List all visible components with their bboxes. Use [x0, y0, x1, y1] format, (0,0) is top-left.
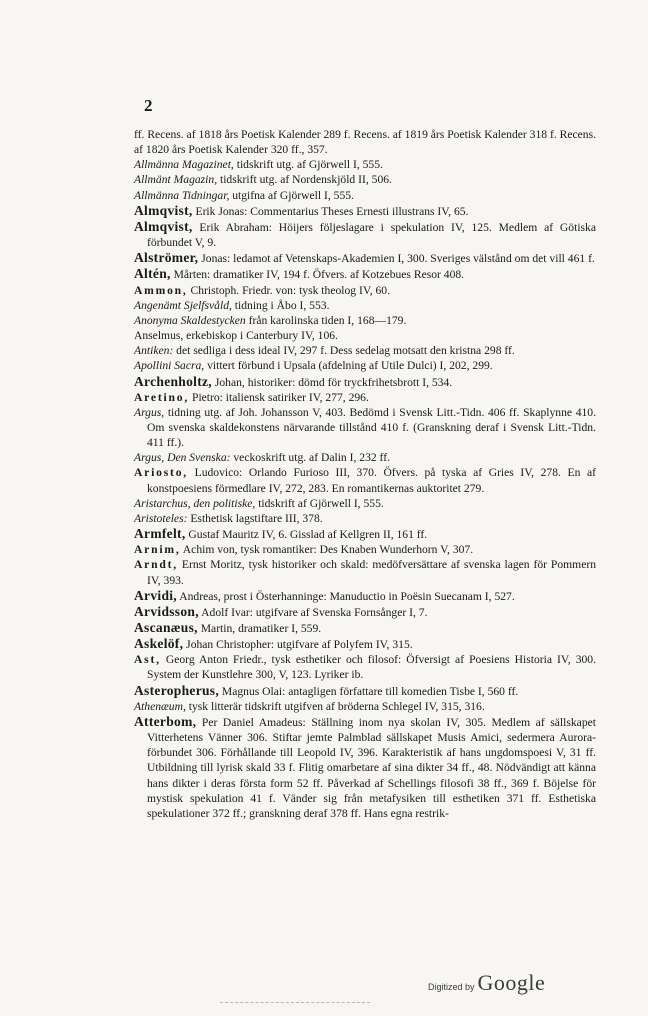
- index-entry: [134, 511, 596, 526]
- index-entry: [134, 557, 596, 587]
- index-entry: [134, 604, 596, 620]
- entry-heading: Anselmus,: [134, 329, 184, 343]
- entry-heading: Allmänt Magazin,: [134, 173, 218, 187]
- index-entry: [134, 496, 596, 511]
- index-entry: [134, 188, 596, 203]
- entry-heading: Asteropherus,: [134, 682, 220, 698]
- entry-heading: Angenämt Sjelfsvåld,: [134, 298, 232, 312]
- index-entry: [134, 620, 596, 636]
- index-entry: [134, 405, 596, 450]
- entry-heading: Altén,: [134, 266, 171, 282]
- entry-text: tysk litterär tidskrift utgifven af bröderna Schlegel IV, 315, 316.: [185, 699, 485, 713]
- entry-heading: Alströmer,: [134, 250, 199, 266]
- entry-text: ff. Recens. af 1818 års Poetisk Kalender 289 f. Recens. af 1819 års Poetisk Kalender 318 f. Recens. af 1820 års Poetisk Kalender 320 ff., 357.: [134, 128, 596, 157]
- index-entry: [134, 172, 596, 187]
- index-entry: [134, 526, 596, 542]
- index-entry: [134, 450, 596, 465]
- index-entry: [134, 652, 596, 682]
- entry-text: tidskrift af Gjörwell I, 555.: [255, 496, 384, 510]
- entry-heading: Aristarchus, den politiske,: [134, 496, 256, 510]
- entry-heading: Arvidsson,: [134, 603, 199, 619]
- index-entries: [134, 127, 596, 821]
- entry-heading: Antiken:: [134, 344, 174, 358]
- entry-heading: Atterbom,: [134, 713, 197, 729]
- entry-text: vittert förbund i Upsala (afdelning af Utile Dulci) I, 202, 299.: [204, 359, 493, 373]
- index-entry: [134, 266, 596, 282]
- entry-heading: Aristoteles:: [134, 511, 188, 525]
- index-entry: [134, 683, 596, 699]
- index-entry: [134, 343, 596, 358]
- index-entry: [134, 219, 596, 250]
- index-entry: [134, 636, 596, 652]
- entry-text: Ludovico: Orlando Furioso III, 370. Öfvers. på tyska af Gries IV, 278. En af konstpoesiens förmedlare IV, 272, 283. En romantikernas auktoritet 279.: [147, 466, 596, 495]
- index-entry: [134, 465, 596, 495]
- index-entry: [134, 203, 596, 219]
- entry-heading: Ast,: [134, 653, 161, 667]
- index-entry: [134, 283, 596, 298]
- entry-text: Johan, historiker: dömd för tryckfrihetsbrott I, 534.: [211, 375, 453, 389]
- entry-heading: Ammon,: [134, 283, 188, 297]
- entry-text: veckoskrift utg. af Dalin I, 232 ff.: [230, 451, 390, 465]
- entry-heading: Anonyma Skaldestycken: [134, 313, 246, 327]
- index-entry: [134, 328, 596, 343]
- entry-text: det sedliga i dess ideal IV, 297 f. Dess sedelag motsatt den kristna 298 ff.: [173, 344, 515, 358]
- entry-heading: Argus, Den Svenska:: [134, 451, 231, 465]
- entry-heading: Arvidi,: [134, 587, 177, 603]
- index-entry: [134, 358, 596, 373]
- entry-heading: Athenæum,: [134, 699, 186, 713]
- index-entry: [134, 588, 596, 604]
- entry-text: Magnus Olai: antagligen författare till komedien Tisbe I, 560 ff.: [219, 684, 519, 698]
- entry-heading: Askelöf,: [134, 636, 184, 652]
- index-entry: [134, 127, 596, 157]
- index-entry: [134, 157, 596, 172]
- entry-text: Pietro: italiensk satiriker IV, 277, 296.: [189, 390, 369, 404]
- entry-text: Erik Jonas: Commentarius Theses Ernesti illustrans IV, 65.: [192, 204, 469, 218]
- entry-heading: Arndt,: [134, 558, 178, 572]
- entry-text: Mårten: dramatiker IV, 194 f. Öfvers. af Kotzebues Resor 408.: [170, 268, 465, 282]
- entry-text: Adolf Ivar: utgifvare af Svenska Fornsånger I, 7.: [198, 605, 428, 619]
- entry-text: Per Daniel Amadeus: Ställning inom nya skolan IV, 305. Medlem af sällskapet Vitterhetens Vänner 306. Stiftar jemte Palmblad sällskapet Musis Amici, sedermera Aurora-förbundet 306. Förhållande till Leopold IV, 396. Karakteristik af hans ungdomspoesi V, 31 ff. Utbildning till lyrisk skald 33 f. Flitig omarbetare af sina dikter 34 ff., 48. Nödvändigt att känna hans dikter i deras första form 52 ff. Påverkad af Schellings filosofi 38 ff., 369 f. Böjelse för mystisk spekulation 41 f. Vänder sig från metafysiken till esthetiken 371 ff. Esthetiska spekulationer 372 ff.; granskning deraf 378 ff. Hans egna restrik-: [147, 715, 596, 820]
- entry-text: Esthetisk lagstiftare III, 378.: [187, 511, 323, 525]
- index-entry: [134, 250, 596, 266]
- entry-text: Johan Christopher: utgifvare af Polyfem IV, 315.: [183, 638, 413, 652]
- entry-text: från karolinska tiden I, 168—179.: [245, 313, 407, 327]
- entry-heading: Almqvist,: [134, 218, 193, 234]
- watermark-prefix: Digitized by: [428, 982, 475, 992]
- entry-heading: Armfelt,: [134, 526, 186, 542]
- index-entry: [134, 374, 596, 390]
- digitized-watermark: [428, 970, 545, 996]
- index-entry: [134, 714, 596, 821]
- entry-heading: Allmänna Tidningar,: [134, 188, 230, 202]
- entry-text: tidning utg. af Joh. Johansson V, 403. Bedömd i Svensk Litt.-Tidn. 406 ff. Skaplynne 410. Om svenska skaldekonstens närvarande tillstånd 410 f. (Granskning deraf i Svensk Litt.-Tidn. 411 ff.).: [147, 405, 596, 450]
- page-number: 2: [144, 96, 153, 115]
- scan-artifact-line: [220, 1002, 370, 1003]
- entry-text: tidning i Åbo I, 553.: [231, 298, 330, 312]
- google-logo: Google: [477, 970, 546, 995]
- entry-text: Achim von, tysk romantiker: Des Knaben Wunderhorn V, 307.: [180, 543, 474, 557]
- entry-heading: Arnim,: [134, 543, 181, 557]
- index-entry: [134, 699, 596, 714]
- index-entry: [134, 298, 596, 313]
- entry-text: Christoph. Friedr. von: tysk theolog IV, 60.: [187, 283, 390, 297]
- entry-text: tidskrift utg. af Gjörwell I, 555.: [233, 158, 383, 172]
- entry-text: Georg Anton Friedr., tysk esthetiker och filosof: Öfversigt af Poesiens Historia IV, 300. System der Kunstlehre 300, V, 123. Lyriker ib.: [147, 653, 596, 682]
- entry-heading: Apollini Sacra,: [134, 359, 205, 373]
- entry-text: tidskrift utg. af Nordenskjöld II, 506.: [217, 173, 392, 187]
- entry-text: Gustaf Mauritz IV, 6. Gisslad af Kellgren II, 161 ff.: [185, 528, 428, 542]
- entry-heading: Allmänna Magazinet,: [134, 158, 234, 172]
- entry-text: Jonas: ledamot af Vetenskaps-Akademien I, 300. Sveriges välstånd om det vill 461 f.: [198, 252, 595, 266]
- entry-text: erkebiskop i Canterbury IV, 106.: [183, 329, 338, 343]
- entry-heading: Argus,: [134, 405, 165, 419]
- entry-heading: Ariosto,: [134, 466, 189, 480]
- entry-text: utgifna af Gjörwell I, 555.: [229, 188, 354, 202]
- entry-heading: Archenholtz,: [134, 373, 212, 389]
- entry-text: Ernst Moritz, tysk historiker och skald: medöfversättare af svenska lagen för Pommern IV, 393.: [147, 558, 596, 587]
- entry-text: Martin, dramatiker I, 559.: [197, 622, 322, 635]
- index-entry: [134, 313, 596, 328]
- entry-heading: Ascanæus,: [134, 620, 198, 635]
- entry-heading: Aretino,: [134, 390, 190, 404]
- entry-text: Erik Abraham: Höijers följeslagare i spekulation IV, 125. Medlem af Götiska förbundet V, 9.: [147, 220, 596, 250]
- index-entry: [134, 390, 596, 405]
- entry-text: Andreas, prost i Österhanninge: Manuductio in Poësin Suecanam I, 527.: [176, 589, 515, 603]
- entry-heading: Almqvist,: [134, 202, 193, 218]
- index-entry: [134, 542, 596, 557]
